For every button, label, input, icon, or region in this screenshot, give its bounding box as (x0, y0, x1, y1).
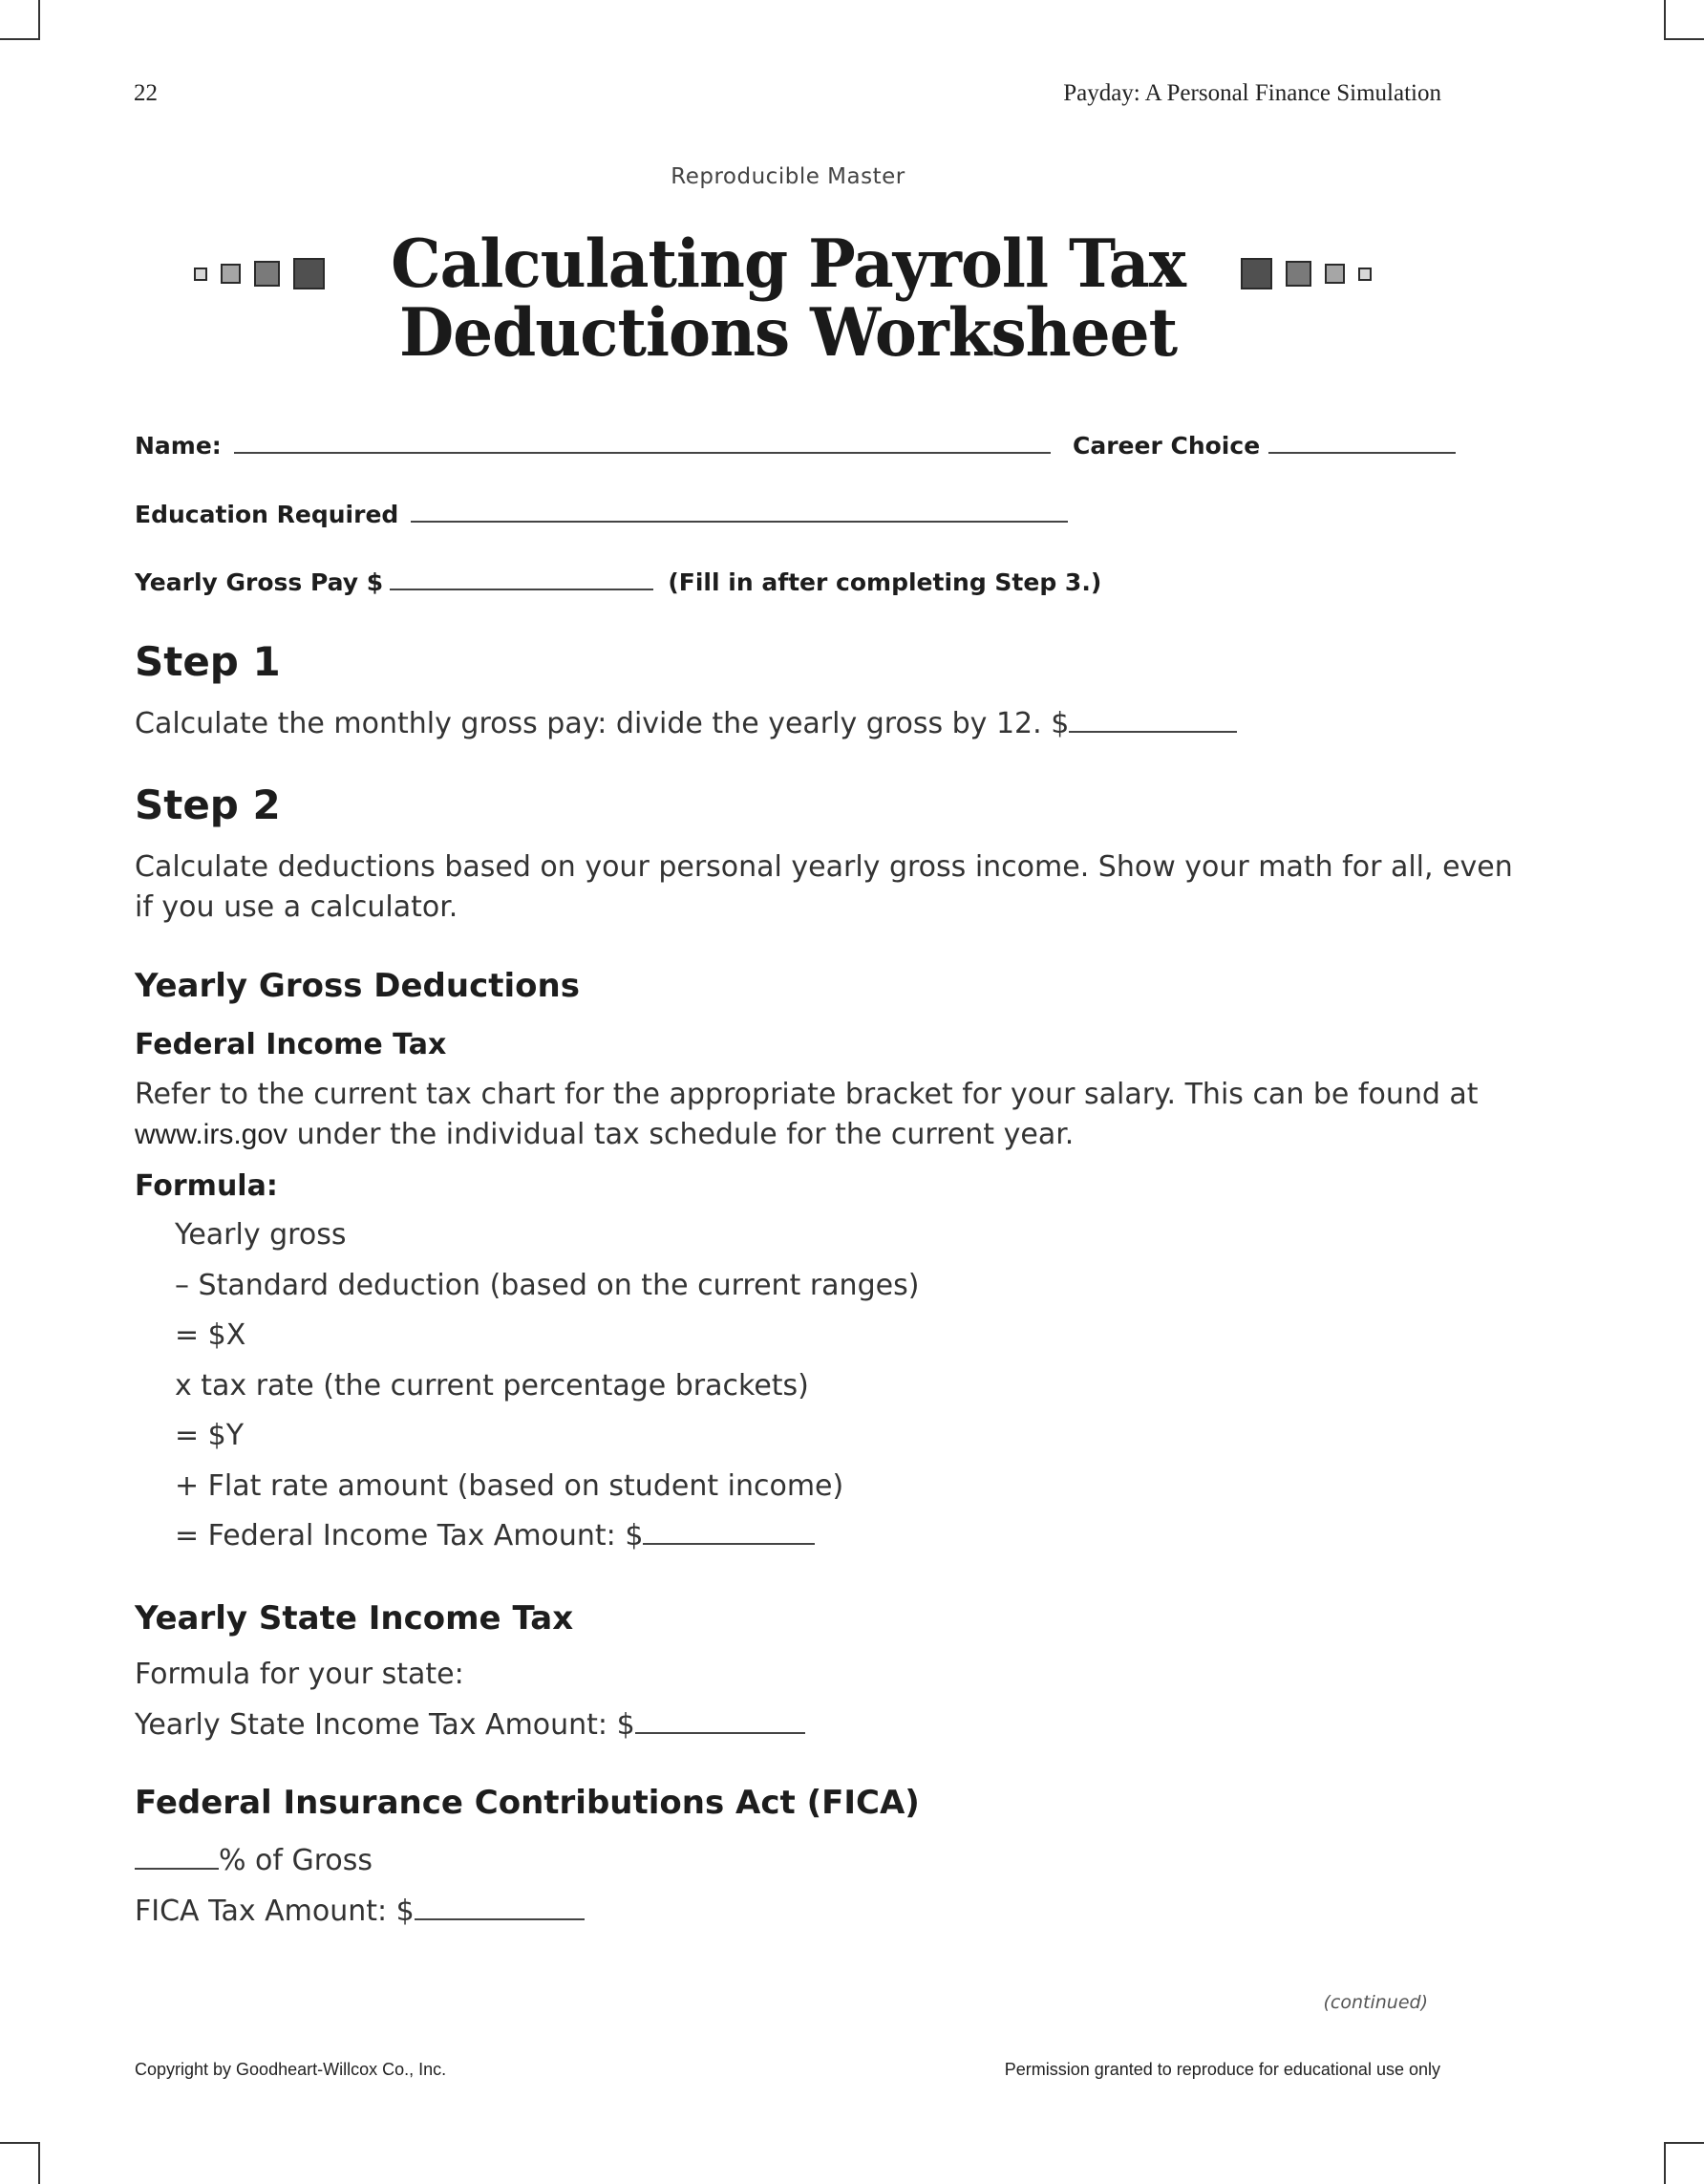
federal-text-line-2 (135, 1118, 1074, 1151)
step-1-heading: Step 1 (135, 638, 281, 685)
crop-mark-bottom-left (0, 2142, 40, 2184)
education-row (135, 501, 1068, 528)
name-field[interactable] (234, 451, 1051, 454)
step-2-heading: Step 2 (135, 782, 281, 828)
state-amount-label: Yearly State Income Tax Amount: $ (135, 1708, 635, 1742)
state-income-tax-heading: Yearly State Income Tax (135, 1599, 574, 1638)
state-formula-text: Formula for your state: (135, 1658, 464, 1691)
step-1-text: Calculate the monthly gross pay: divide the yearly gross by 12. $ (135, 707, 1070, 740)
career-choice-field[interactable] (1268, 451, 1456, 454)
state-amount-row (135, 1708, 805, 1742)
reproducible-master-label: Reproducible Master (671, 164, 905, 189)
step-1-row (135, 707, 1237, 740)
federal-income-tax-amount-field[interactable] (643, 1542, 815, 1545)
fica-percent-field[interactable] (135, 1867, 219, 1870)
federal-amount-row (175, 1519, 815, 1552)
education-required-label: Education Required (135, 501, 399, 528)
fica-amount-row (135, 1895, 585, 1928)
career-row (1073, 432, 1456, 460)
page-number: 22 (134, 80, 158, 106)
name-row (135, 432, 1051, 460)
crop-mark-top-left (0, 0, 40, 40)
formula-line: + Flat rate amount (based on student income) (175, 1469, 844, 1503)
formula-line: = $Y (175, 1419, 245, 1452)
fica-amount-label: FICA Tax Amount: $ (135, 1895, 415, 1928)
career-choice-label: Career Choice (1073, 432, 1261, 460)
yearly-gross-pay-label: Yearly Gross Pay $ (135, 568, 384, 596)
federal-text-line-1: Refer to the current tax chart for the appropriate bracket for your salary. This can be found at (135, 1078, 1479, 1111)
yearly-gross-deductions-heading: Yearly Gross Deductions (135, 967, 580, 1005)
federal-text-line-2-rest: under the individual tax schedule for the current year. (288, 1118, 1075, 1151)
yearly-gross-pay-field[interactable] (390, 588, 653, 590)
formula-line: x tax rate (the current percentage brackets) (175, 1369, 809, 1402)
monthly-gross-field[interactable] (1069, 730, 1237, 733)
continued-note: (continued) (1323, 1992, 1428, 2013)
fica-percent-label: % of Gross (219, 1844, 373, 1877)
name-label: Name: (135, 432, 222, 460)
step-2-text-line-2: if you use a calculator. (135, 890, 458, 924)
formula-line: Yearly gross (175, 1218, 347, 1252)
education-required-field[interactable] (411, 520, 1068, 523)
state-income-tax-amount-field[interactable] (635, 1731, 805, 1734)
gross-pay-note: (Fill in after completing Step 3.) (668, 568, 1102, 596)
formula-label: Formula: (135, 1169, 278, 1203)
page-title-line-1: Calculating Payroll Tax (391, 225, 1185, 303)
gross-pay-row (135, 568, 1101, 596)
permission-text: Permission granted to reproduce for educational use only (1004, 2060, 1440, 2079)
fica-tax-amount-field[interactable] (415, 1917, 585, 1920)
step-2-text-line-1: Calculate deductions based on your personal yearly gross income. Show your math for all, even (135, 850, 1513, 884)
irs-link[interactable]: www.irs.gov (135, 1119, 288, 1150)
crop-mark-bottom-right (1664, 2142, 1704, 2184)
running-title: Payday: A Personal Finance Simulation (1063, 80, 1441, 106)
federal-income-tax-heading: Federal Income Tax (135, 1028, 447, 1061)
formula-line: = $X (175, 1318, 246, 1352)
fica-heading: Federal Insurance Contributions Act (FICA) (135, 1784, 920, 1822)
formula-line: = Federal Income Tax Amount: $ (175, 1519, 644, 1552)
crop-mark-top-right (1664, 0, 1704, 40)
page-title (0, 225, 1576, 372)
copyright-text: Copyright by Goodheart-Willcox Co., Inc. (135, 2060, 447, 2079)
formula-line: – Standard deduction (based on the current ranges) (175, 1269, 920, 1302)
page-title-line-2: Deductions Worksheet (398, 293, 1178, 372)
fica-percent-row (135, 1844, 373, 1877)
